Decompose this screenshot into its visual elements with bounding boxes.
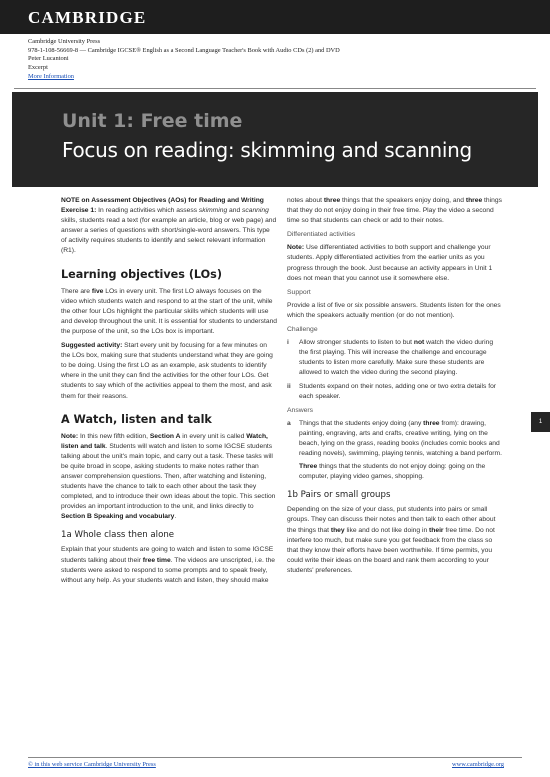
suggested-activity: Suggested activity: Start every unit by focusing for a few minutes on the LOs box, making sure that students understand what they are going to be doing. Using the first LO as an example, ask students to identify where in the unit they can find the activities for the other four LOs. Get students to say which of the activities appeal to them the most, and ask them for their reasons.	[61, 342, 273, 400]
publisher-name: Cambridge University Press	[28, 38, 101, 45]
support-heading: Support	[287, 288, 311, 296]
more-information-link[interactable]: More Information	[28, 72, 74, 80]
isbn-line: 978-1-108-56669-8 — Cambridge IGCSE® English as a Second Language Teacher's Book with Audio CDs (2) and DVD	[28, 46, 340, 54]
unit-title: Unit 1: Free time	[62, 110, 243, 132]
note-taking-instructions: notes about three things that the speakers enjoy doing, and three things that they do not enjoy doing in their free time. Play the video a second time so that students can check or add to their notes.	[287, 197, 502, 225]
differentiated-activities-heading: Differentiated activities	[287, 231, 356, 239]
excerpt-label: Excerpt	[28, 64, 48, 72]
section-1a-heading: 1a Whole class then alone	[61, 530, 175, 541]
book-metadata	[28, 38, 340, 82]
copyright-link[interactable]: © in this web service Cambridge University Press	[28, 761, 156, 768]
answer-item: a Things that the students enjoy doing (any three from): drawing, painting, engraving, arts and crafts, creative writing, lying on the beach, lying on the grass, reading books (includes comic books and reading novels), swimming, playing tennis, watching a band perform.	[287, 419, 502, 458]
section-1a-text: Explain that your students are going to watch and listen to some IGCSE students talking about their free time. The videos are unscripted, i.e. the students were asked to respond to some prompts and to speak freely, without any help. As your students watch and listen, they should make	[61, 546, 276, 584]
differentiated-note: Note: Use differentiated activities to both support and challenge your students. Apply differentiated activities from the earlier units as you progress through the book. Just because an activity appears in Unit 1 does not mean that you cannot use it somewhere else.	[287, 244, 493, 282]
challenge-heading: Challenge	[287, 326, 318, 334]
footer-divider	[28, 757, 522, 758]
learning-objectives-heading: Learning objectives (LOs)	[61, 267, 222, 281]
right-column	[287, 196, 503, 580]
page-tab: 1	[531, 412, 550, 432]
answer-item-dislikes: Three things that the students do not enjoy doing: going on the computer, playing video games, shopping.	[299, 463, 486, 481]
learning-objectives-text: There are five LOs in every unit. The first LO always focuses on the video which students watch and respond to at the start of the unit, while the other four LOs highlight the particular skills which students will use and develop throughout the unit. It is essential for students to understand the purpose of the unit, so the LOs box is important.	[61, 287, 278, 335]
support-text: Provide a list of five or six possible answers. Students listen for the ones which the speakers actually mention (or do not mention).	[287, 301, 501, 319]
author-name: Peter Lucantoni	[28, 55, 69, 63]
left-column	[61, 196, 277, 590]
challenge-item: i Allow stronger students to listen to but not watch the video during the first playing. This will increase the challenge and encourage students to listen more carefully. Make sure these students are allowed to watch the video during the second playing.	[287, 339, 494, 377]
section-1b-heading: 1b Pairs or small groups	[287, 490, 391, 501]
publisher-bar	[0, 0, 550, 34]
header-divider	[14, 88, 536, 89]
watch-listen-talk-heading: A Watch, listen and talk	[61, 412, 212, 426]
focus-title: Focus on reading: skimming and scanning	[62, 138, 472, 162]
watch-listen-talk-note: Note: In this new fifth edition, Section A in every unit is called Watch, listen and talk. Students will watch and listen to some IGCSE students talking about the unit's main topic, and carry out a task. These tasks will be quite broad in scope, asking students to make notes rather than answer comprehension questions. Then, after watching and listening, students have the chance to talk to each other about the task they completed, and to introduce their own ideas about the topic. This section provides an important introduction to the unit, and links directly to Section B Speaking and vocabulary.	[61, 432, 276, 521]
website-link[interactable]: www.cambridge.org	[452, 761, 504, 768]
section-1b-text: Depending on the size of your class, put students into pairs or small groups. They can discuss their notes and then talk to each other about the things that they like and do not like doing in their free time. Do not interfere too much, but make sure you get feedback from the class so that they know their efforts have been worthwhile. If time permits, you could write their ideas on the board and rank them according to your students' preferences.	[287, 506, 496, 574]
assessment-note: NOTE on Assessment Objectives (AOs) for Reading and Writing Exercise 1: In reading activities which assess skimming and scanning skills, students read a text (for example an article, blog or web page) and answer a series of questions with short/single-word answers. This type of activity requires students to identify and select relevant information (R1).	[61, 197, 277, 255]
challenge-item: ii Students expand on their notes, adding one or two extra details for each speaker.	[287, 382, 497, 400]
answers-heading: Answers	[287, 406, 314, 414]
cambridge-logo: CAMBRIDGE	[28, 8, 147, 27]
